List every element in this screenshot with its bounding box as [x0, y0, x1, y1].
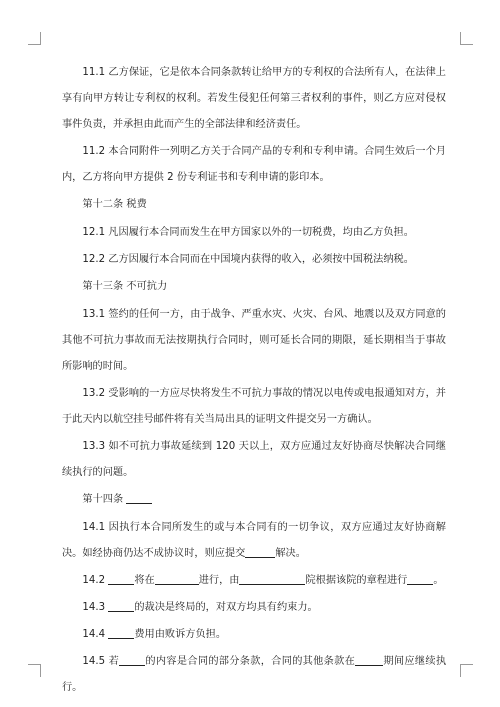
clause-13-2: 13.2 受影响的一方应尽快将发生不可抗力事故的情况以电传或电报通知对方，并于此天内以航空挂号邮件将有关当局出具的证明文件提交另一方确认。: [62, 388, 446, 425]
clause-14-1-text: 14.1 因执行本合同所发生的或与本合同有的一切争议，双方应通过友好协商解决。如经协商仍达不成协议时，则应提交: [62, 522, 446, 559]
blank-line: [119, 653, 145, 666]
blank-line: [239, 572, 305, 585]
clause-11-2: 11.2 本合同附件一列明乙方关于合同产品的专利和专利申请。合同生效后一个月内，乙方将向甲方提供 2 份专利证书和专利申请的影印本。: [62, 146, 446, 183]
article-13-heading: 第十三条 不可抗力: [82, 281, 168, 292]
clause-14-2-text-3: 院根据该院的章程进行: [305, 575, 408, 586]
clause-14-5-number: 14.5 若: [82, 656, 120, 667]
article-14-title: 第十四条: [82, 494, 124, 505]
blank-line: [108, 599, 134, 612]
clause-14-2: [62, 568, 446, 594]
crop-mark-bottom-right: [460, 664, 473, 677]
clause-11-1: 11.1 乙方保证，它是依本合同条款转让给甲方的专利权的合法所有人，在法律上享有向甲方转让专利权的权利。若发生侵犯任何第三者权利的事件，则乙方应对侵权事件负责，并承担由此而产生的全部法律和经济责任。: [62, 67, 446, 130]
clause-14-2-text-2: 进行，由: [198, 575, 240, 586]
crop-mark-bottom-left: [28, 664, 41, 677]
blank-line: [245, 545, 275, 558]
clause-14-1-tail: 解决。: [275, 548, 306, 559]
blank-line: [126, 491, 152, 504]
clause-14-4-number: 14.4: [82, 629, 106, 640]
blank-line: [407, 572, 433, 585]
crop-mark-top-left: [28, 32, 41, 45]
clause-14-5-text: 的内容是合同的部分条款，合同的其他条款在: [145, 656, 356, 667]
blank-line: [355, 653, 383, 666]
article-12-heading: 第十二条 税费: [82, 199, 147, 210]
clause-14-2-text-1: 将在: [134, 575, 155, 586]
clause-14-4-text: 费用由败诉方负担。: [134, 629, 227, 640]
clause-12-1: 12.1 凡因履行本合同而发生在甲方国家以外的一切税费，均由乙方负担。: [82, 227, 414, 238]
clause-14-3-number: 14.3: [82, 602, 106, 613]
clause-13-1: 13.1 签约的任何一方，由于战争、严重水灾、火灾、台风、地震以及双方同意的其他不可抗力事故而无法按期执行合同时，则可延长合同的期限，延长期相当于事故所影响的时间。: [62, 309, 446, 372]
clause-14-5-tail: 期间应继续执行。: [62, 656, 447, 693]
clause-14-3-text: 的裁决是终局的，对双方均具有约束力。: [134, 602, 318, 613]
clause-14-5: [62, 649, 446, 701]
clause-13-3: 13.3 如不可抗力事故延续到 120 天以上，双方应通过友好协商尽快解决合同继续执行的问题。: [62, 441, 446, 478]
article-14-heading: [62, 487, 446, 513]
crop-mark-top-right: [460, 32, 473, 45]
clause-14-2-number: 14.2: [82, 575, 106, 586]
clause-14-2-tail: 。: [433, 575, 444, 586]
blank-line: [108, 572, 134, 585]
document-page: [62, 60, 446, 702]
clause-12-2: 12.2 乙方因履行本合同而在中国境内获得的收入，必须按中国税法纳税。: [82, 254, 414, 265]
blank-line: [155, 572, 199, 585]
clause-14-1: [62, 515, 446, 567]
clause-14-4: [62, 622, 446, 648]
blank-line: [108, 626, 134, 639]
clause-14-3: [62, 595, 446, 621]
